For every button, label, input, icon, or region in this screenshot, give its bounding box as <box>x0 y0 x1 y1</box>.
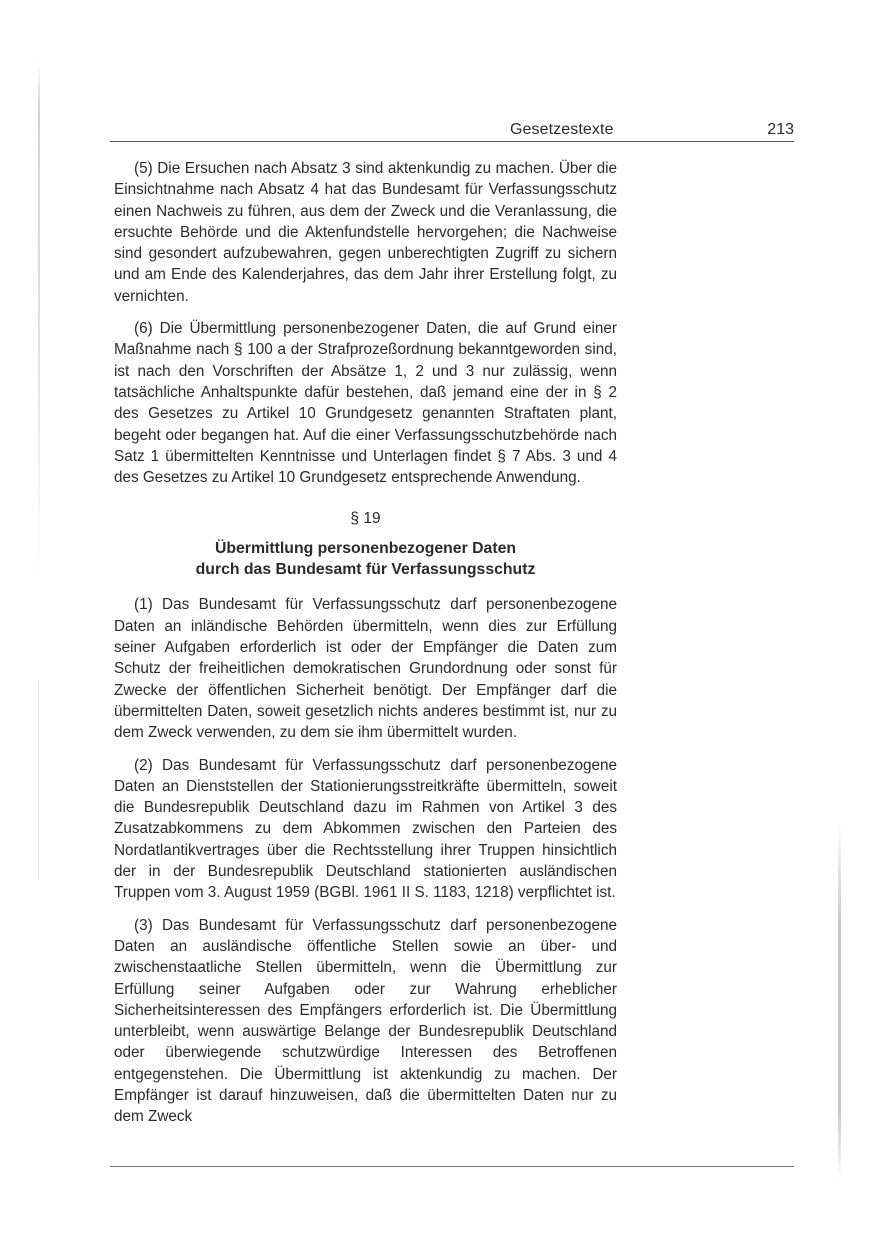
page-body <box>114 158 617 1128</box>
paragraph-5: (5) Die Ersuchen nach Absatz 3 sind aktenkundig zu machen. Über die Einsichtnahme nach Absatz 4 hat das Bundesamt für Verfassungsschutz einen Nachweis zu führen, aus dem der Zweck und die Veranlassung, die ersuchte Behörde und die Aktenfundstelle hervorgehen; die Nachweise sind gesondert aufzubewahren, gegen unberechtigten Zugriff zu sichern und am Ende des Kalenderjahres, das dem Jahr ihrer Erstellung folgt, zu vernichten. <box>114 160 617 305</box>
section-title-line-2: durch das Bundesamt für Verfassungsschutz <box>195 561 536 579</box>
scan-edge-right <box>838 820 841 1180</box>
paragraph-6: (6) Die Übermittlung personenbezogener Daten, die auf Grund einer Maßnahme nach § 100 a der Strafprozeßordnung bekanntgeworden sind, ist nach den Vorschriften der Absätze 1, 2 und 3 nur zulässig, wenn tatsächliche Anhaltspunkte dafür bestehen, daß jemand eine der in § 2 des Gesetzes zu Artikel 10 Grundgesetz genannten Straftaten plant, begeht oder begangen hat. Auf die einer Verfassungsschutzbehörde nach Satz 1 übermittelten Kenntnisse und Unterlagen findet § 7 Abs. 3 und 4 des Gesetzes zu Artikel 10 Grundgesetz entsprechende Anwendung. <box>114 320 617 487</box>
running-head: Gesetzestexte <box>510 121 614 138</box>
paragraph-19-3: (3) Das Bundesamt für Verfassungsschutz darf personenbezogene Daten an ausländische öffentliche Stellen sowie an über- und zwischenstaatliche Stellen übermitteln, wenn die Übermittlung zur Erfüllung seiner Aufgaben oder zur Wahrung erheblicher Sicherheitsinteressen des Empfängers erforderlich ist. Die Übermittlung unterbleibt, wenn auswärtige Belange der Bundesrepublik Deutschland oder überwiegende schutzwürdige Interessen des Betroffenen entgegenstehen. Die Übermittlung ist aktenkundig zu machen. Der Empfänger ist darauf hinzuweisen, daß die übermittelten Daten nur zu dem Zweck <box>114 916 617 1126</box>
footer-rule <box>110 1166 794 1167</box>
section-heading <box>114 508 617 580</box>
section-title-line-1: Übermittlung personenbezogener Daten <box>214 540 517 558</box>
scan-edge-left-lower <box>38 680 39 880</box>
section-title <box>114 538 617 580</box>
paragraph-19-2: (2) Das Bundesamt für Verfassungsschutz darf personenbezogene Daten an Dienststellen der Stationierungsstreitkräfte übermitteln, soweit die Bundesrepublik Deutschland dazu im Rahmen von Artikel 3 des Zusatzabkommens zu dem Abkommen zwischen den Parteien des Nordatlantikvertrages über die Rechtsstellung ihrer Truppen hinsichtlich der in der Bundesrepublik Deutschland stationierten ausländischen Truppen vom 3. August 1959 (BGBl. 1961 II S. 1183, 1218) verpflichtet ist. <box>114 756 617 902</box>
paragraph-19-1: (1) Das Bundesamt für Verfassungsschutz darf personenbezogene Daten an inländische Behörden übermitteln, wenn dies zur Erfüllung seiner Aufgaben erforderlich ist oder der Empfänger die Daten zum Schutz der freiheitlichen demokratischen Grundordnung oder sonst für Zwecke der öffentlichen Sicherheit benötigt. Der Empfänger darf die übermittelten Daten, soweit gesetzlich nichts anderes bestimmt ist, nur zu dem Zweck verwenden, zu dem sie ihm übermittelt wurden. <box>114 596 617 742</box>
page-header <box>110 119 794 142</box>
scan-edge-left <box>38 60 40 580</box>
section-number: § 19 <box>350 510 381 528</box>
page-number: 213 <box>767 121 794 138</box>
